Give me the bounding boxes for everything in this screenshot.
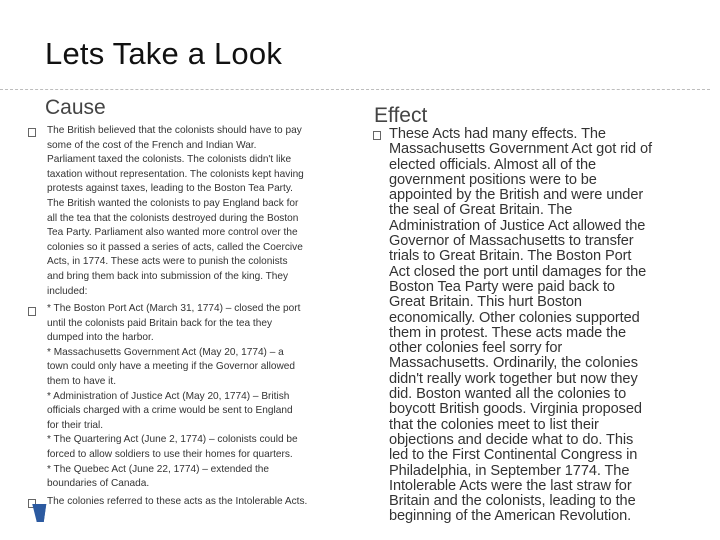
bullet-square-icon	[28, 307, 36, 316]
cause-paragraph-1: The British believed that the colonists should have to pay some of the cost of the French and Indian War. Parliament taxed the colonists. The colonists didn't like taxation without representation. The colonists kept having protests against taxes, leading to the Boston Tea Party. The British wanted the colonists to pay England back for all the tea that the colonists destroyed during the Boston Tea Party. Parliament also wanted more control over the colonies so it passed a series of acts, called the Coercive Acts, in 1774. These acts were to punish the colonists and bring them back into submission of the king. They included:	[47, 125, 304, 297]
effect-heading: Effect	[374, 104, 428, 127]
title-divider	[0, 89, 710, 90]
cause-paragraph-2: * The Boston Port Act (March 31, 1774) – closed the port until the colonists paid Britain back for the tea they dumped into the harbor. * Massachusetts Government Act (May 20, 1774) – a town could only have a meeting if the Governor allowed them to have it. * Administration of Justice Act (May 20, 1774) – British officials charged with a crime would be sent to England for their trial. * The Quartering Act (June 2, 1774) – colonists could be forced to allow soldiers to use their homes for quarters. * The Quebec Act (June 22, 1774) – extended the boundaries of Canada.	[47, 303, 301, 490]
cause-paragraph-3: The colonies referred to these acts as the Intolerable Acts.	[47, 496, 308, 507]
effect-paragraph: These Acts had many effects. The Massachusetts Government Act got rid of elected officials. Almost all of the government positions were to be appointed by the British and were under the seal of Great Britain. The Administration of Justice Act allowed the Governor of Massachusetts to transfer trials to Great Britain. The Boston Port Act closed the port until damages for the Boston Tea Party were paid back to Great Britain. This hurt Boston economically. Other colonies supported them in protest. These acts made the other colonies feel sorry for Massachusetts. Ordinarily, the colonies didn't really work together but now they did. Boston wanted all the colonies to boycott British goods. Virginia proposed that the colonies meet to list their objections and decide what to do. This led to the First Continental Congress in Philadelphia, in September 1774. The Intolerable Acts were the last straw for Britain and the colonists, leading to the beginning of the American Revolution.	[389, 126, 652, 525]
bullet-square-icon	[373, 131, 381, 140]
corner-decoration-icon	[30, 504, 47, 522]
cause-heading: Cause	[45, 96, 106, 119]
bullet-square-icon	[28, 128, 36, 137]
slide-title: Lets Take a Look	[45, 36, 283, 71]
